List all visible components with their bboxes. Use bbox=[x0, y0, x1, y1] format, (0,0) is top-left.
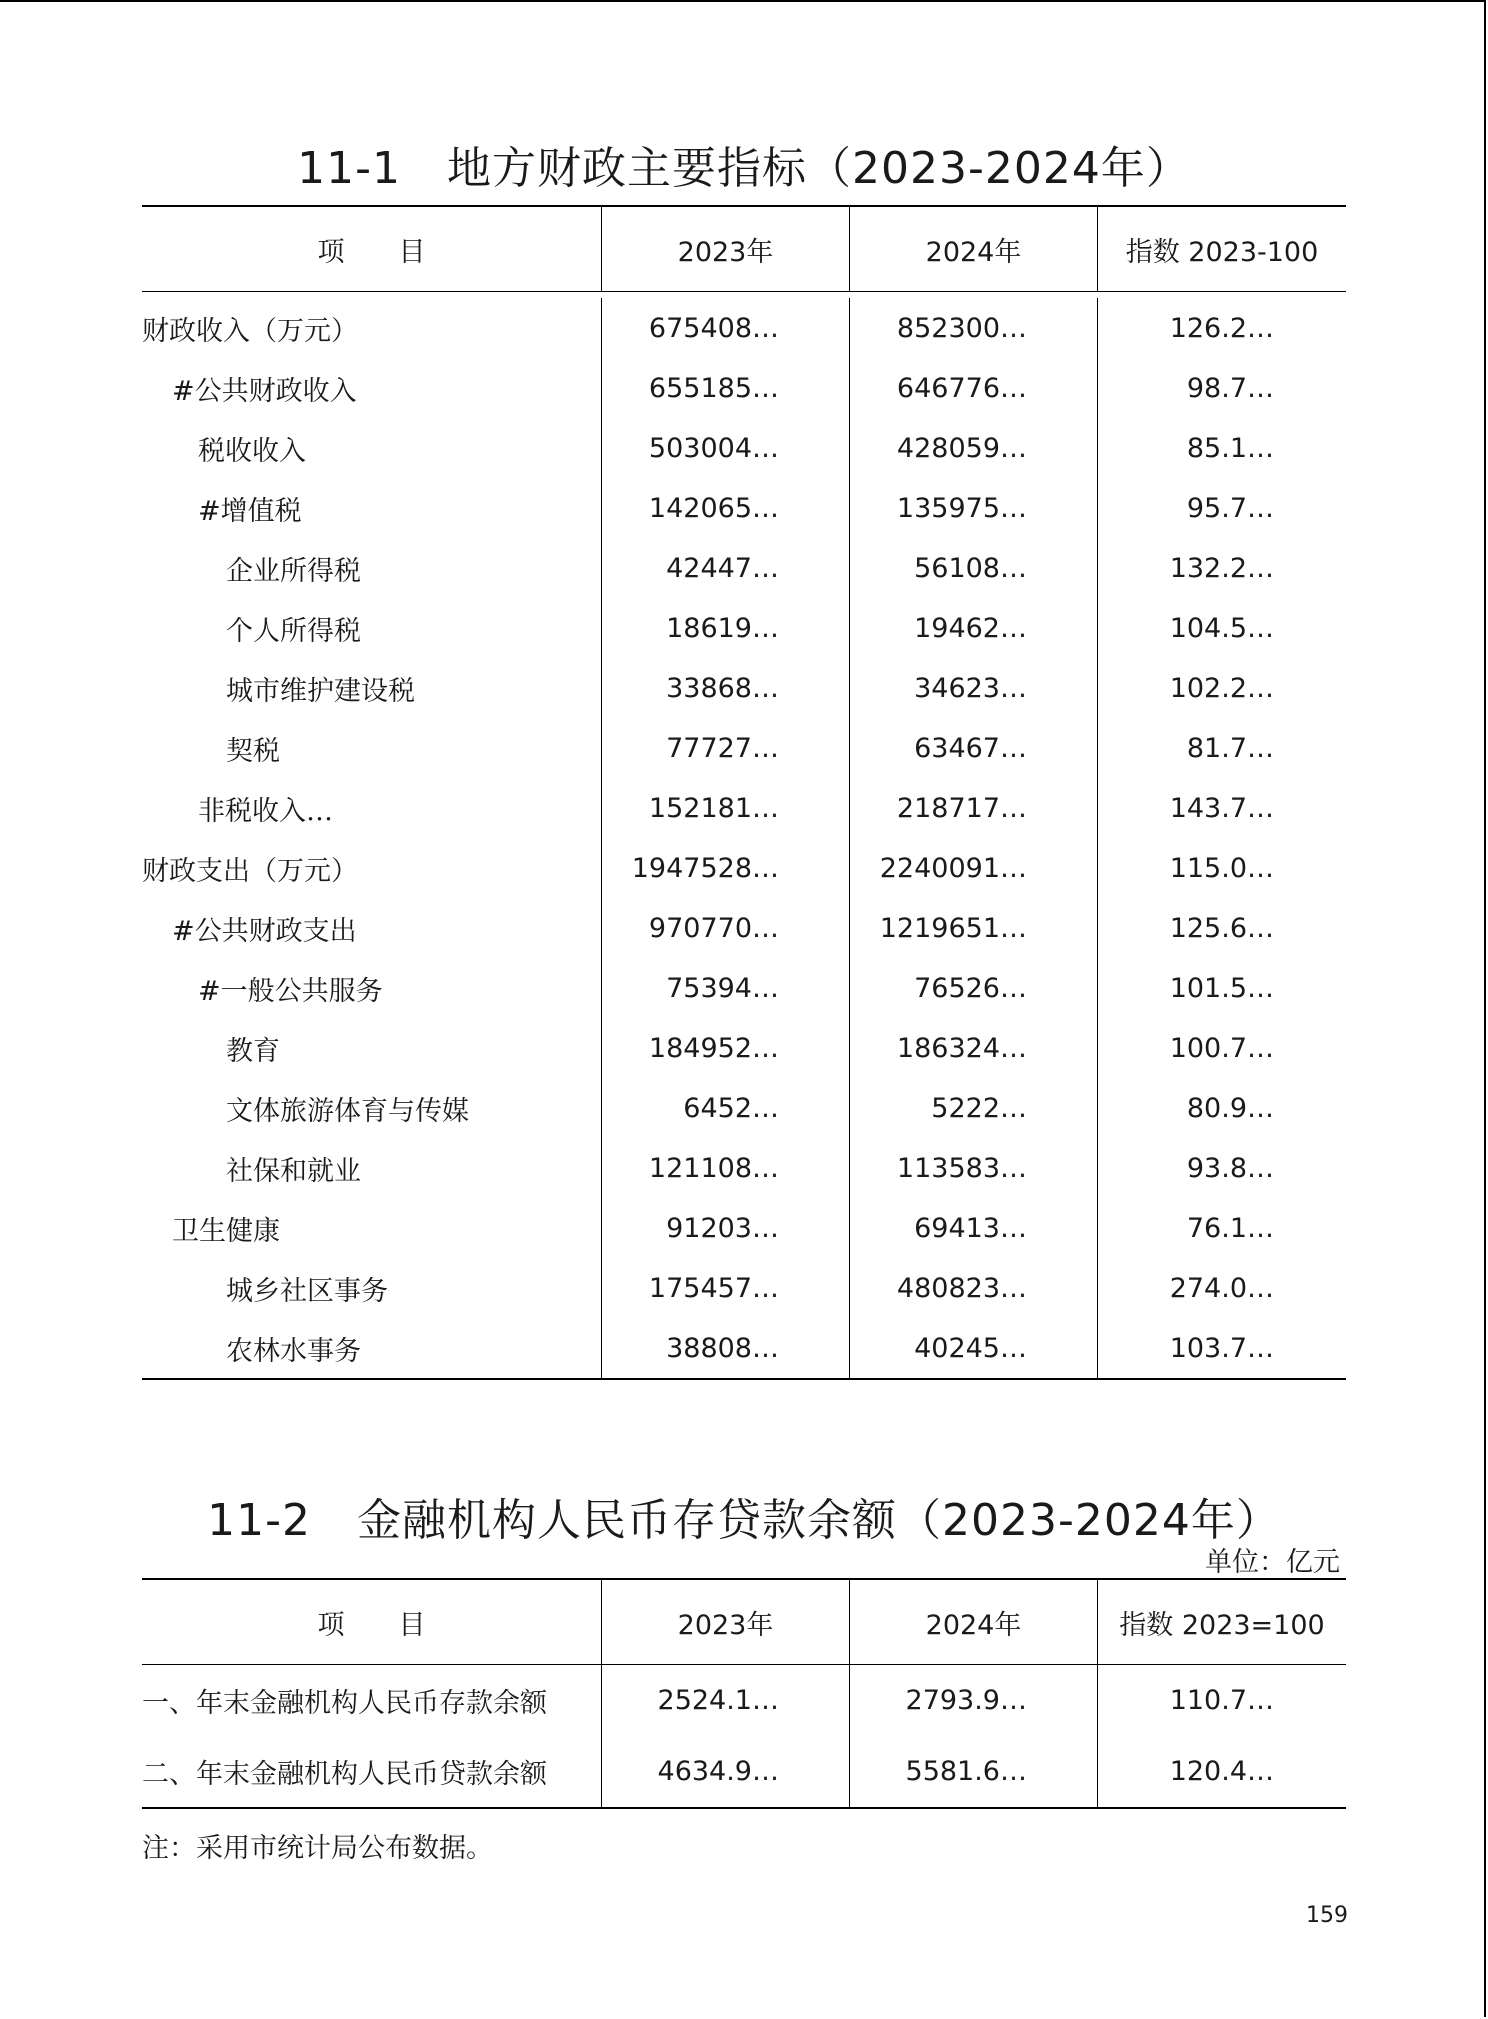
row-label: 企业所得税 bbox=[142, 538, 602, 598]
row-label: 二、年末金融机构人民币贷款余额 bbox=[142, 1736, 602, 1807]
header-index: 指数 2023-100 bbox=[1125, 236, 1319, 268]
value-2024: 852300… bbox=[850, 298, 1098, 358]
table1-title-text: 地方财政主要指标（2023-2024年） bbox=[447, 143, 1191, 194]
table1 bbox=[142, 205, 1346, 1380]
value-index: 81.7… bbox=[1186, 732, 1274, 764]
value-2023: 184952… bbox=[602, 1018, 850, 1078]
value-index: 110.7… bbox=[1169, 1685, 1274, 1716]
header-index: 指数 2023=100 bbox=[1119, 1609, 1325, 1641]
table-row bbox=[142, 1138, 1346, 1198]
table-row bbox=[142, 1018, 1346, 1078]
value-2023: 152181… bbox=[602, 778, 850, 838]
value-2023: 175457… bbox=[602, 1258, 850, 1318]
value-2024: 5222… bbox=[850, 1078, 1098, 1138]
value-2023: 38808… bbox=[602, 1318, 850, 1378]
value-2023: 4634.9… bbox=[602, 1736, 850, 1807]
row-label: 社保和就业 bbox=[142, 1138, 602, 1198]
value-index: 132.2… bbox=[1169, 552, 1274, 584]
value-index: 98.7… bbox=[1186, 372, 1274, 404]
row-label: #一般公共服务 bbox=[142, 958, 602, 1018]
value-index: 115.0… bbox=[1169, 852, 1274, 884]
value-2024: 40245… bbox=[850, 1318, 1098, 1378]
value-2023: 970770… bbox=[602, 898, 850, 958]
table-row bbox=[142, 1258, 1346, 1318]
value-index: 80.9… bbox=[1186, 1092, 1274, 1124]
value-index: 76.1… bbox=[1186, 1212, 1274, 1244]
header-2023: 2023年 bbox=[602, 207, 850, 291]
value-2024: 63467… bbox=[850, 718, 1098, 778]
value-2024: 135975… bbox=[850, 478, 1098, 538]
value-index: 120.4… bbox=[1169, 1756, 1274, 1787]
table-row bbox=[142, 718, 1346, 778]
value-index: 103.7… bbox=[1169, 1332, 1274, 1364]
table-row bbox=[142, 838, 1346, 898]
value-2023: 42447… bbox=[602, 538, 850, 598]
row-label: 财政支出（万元） bbox=[142, 838, 602, 898]
table-row bbox=[142, 478, 1346, 538]
value-2024: 69413… bbox=[850, 1198, 1098, 1258]
value-2023: 33868… bbox=[602, 658, 850, 718]
page-number: 159 bbox=[1306, 1903, 1348, 1928]
table2-title bbox=[0, 1484, 1488, 1548]
table-row bbox=[142, 1318, 1346, 1378]
table-row bbox=[142, 1736, 1346, 1807]
table1-title bbox=[0, 132, 1488, 196]
value-2023: 2524.1… bbox=[602, 1665, 850, 1736]
value-index: 102.2… bbox=[1169, 672, 1274, 704]
row-label: 文体旅游体育与传媒 bbox=[142, 1078, 602, 1138]
value-2023: 75394… bbox=[602, 958, 850, 1018]
value-index: 143.7… bbox=[1169, 792, 1274, 824]
row-label: #公共财政收入 bbox=[142, 358, 602, 418]
value-2024: 428059… bbox=[850, 418, 1098, 478]
value-2024: 19462… bbox=[850, 598, 1098, 658]
value-2023: 6452… bbox=[602, 1078, 850, 1138]
value-index: 101.5… bbox=[1169, 972, 1274, 1004]
row-label: 财政收入（万元） bbox=[142, 298, 602, 358]
header-2024: 2024年 bbox=[850, 207, 1098, 291]
row-label: 卫生健康 bbox=[142, 1198, 602, 1258]
row-label: 个人所得税 bbox=[142, 598, 602, 658]
value-index: 125.6… bbox=[1169, 912, 1274, 944]
row-label: 契税 bbox=[142, 718, 602, 778]
table2 bbox=[142, 1578, 1346, 1809]
value-2024: 5581.6… bbox=[850, 1736, 1098, 1807]
row-label: #公共财政支出 bbox=[142, 898, 602, 958]
value-2024: 113583… bbox=[850, 1138, 1098, 1198]
value-2023: 655185… bbox=[602, 358, 850, 418]
value-2023: 18619… bbox=[602, 598, 850, 658]
value-2024: 56108… bbox=[850, 538, 1098, 598]
row-label: 非税收入… bbox=[142, 778, 602, 838]
table1-body bbox=[142, 298, 1346, 1378]
table-row bbox=[142, 1078, 1346, 1138]
table2-title-text: 金融机构人民币存贷款余额（2023-2024年） bbox=[357, 1495, 1281, 1546]
table-row bbox=[142, 358, 1346, 418]
row-label: #增值税 bbox=[142, 478, 602, 538]
table2-unit: 单位：亿元 bbox=[1205, 1547, 1340, 1578]
value-2024: 646776… bbox=[850, 358, 1098, 418]
value-index: 85.1… bbox=[1186, 432, 1274, 464]
table1-header bbox=[142, 207, 1346, 292]
row-label: 城市维护建设税 bbox=[142, 658, 602, 718]
table2-header bbox=[142, 1580, 1346, 1665]
value-2023: 1947528… bbox=[602, 838, 850, 898]
value-index: 93.8… bbox=[1186, 1152, 1274, 1184]
table2-number: 11-2 bbox=[207, 1495, 311, 1546]
table2-body bbox=[142, 1665, 1346, 1807]
row-label: 税收收入 bbox=[142, 418, 602, 478]
value-2024: 218717… bbox=[850, 778, 1098, 838]
row-label: 教育 bbox=[142, 1018, 602, 1078]
value-2024: 1219651… bbox=[850, 898, 1098, 958]
value-2023: 77727… bbox=[602, 718, 850, 778]
header-item: 项 目 bbox=[142, 207, 602, 291]
row-label: 农林水事务 bbox=[142, 1318, 602, 1378]
table-row bbox=[142, 1665, 1346, 1736]
value-index: 126.2… bbox=[1169, 312, 1274, 344]
value-2023: 91203… bbox=[602, 1198, 850, 1258]
footnote: 注：采用市统计局公布数据。 bbox=[142, 1833, 493, 1864]
value-2024: 76526… bbox=[850, 958, 1098, 1018]
value-index: 274.0… bbox=[1169, 1272, 1274, 1304]
header-item: 项 目 bbox=[142, 1580, 602, 1664]
header-2023: 2023年 bbox=[602, 1580, 850, 1664]
value-index: 100.7… bbox=[1169, 1032, 1274, 1064]
value-2023: 675408… bbox=[602, 298, 850, 358]
row-label: 城乡社区事务 bbox=[142, 1258, 602, 1318]
value-2024: 34623… bbox=[850, 658, 1098, 718]
value-2024: 2793.9… bbox=[850, 1665, 1098, 1736]
value-index: 104.5… bbox=[1169, 612, 1274, 644]
table-row bbox=[142, 298, 1346, 358]
row-label: 一、年末金融机构人民币存款余额 bbox=[142, 1665, 602, 1736]
value-2024: 186324… bbox=[850, 1018, 1098, 1078]
value-2023: 121108… bbox=[602, 1138, 850, 1198]
table-row bbox=[142, 958, 1346, 1018]
table-row bbox=[142, 418, 1346, 478]
value-2024: 480823… bbox=[850, 1258, 1098, 1318]
table-row bbox=[142, 1198, 1346, 1258]
table-row bbox=[142, 898, 1346, 958]
value-2024: 2240091… bbox=[850, 838, 1098, 898]
table-row bbox=[142, 538, 1346, 598]
header-2024: 2024年 bbox=[850, 1580, 1098, 1664]
table-row bbox=[142, 598, 1346, 658]
value-index: 95.7… bbox=[1186, 492, 1274, 524]
table1-number: 11-1 bbox=[297, 143, 401, 194]
value-2023: 142065… bbox=[602, 478, 850, 538]
table-row bbox=[142, 778, 1346, 838]
value-2023: 503004… bbox=[602, 418, 850, 478]
table-row bbox=[142, 658, 1346, 718]
